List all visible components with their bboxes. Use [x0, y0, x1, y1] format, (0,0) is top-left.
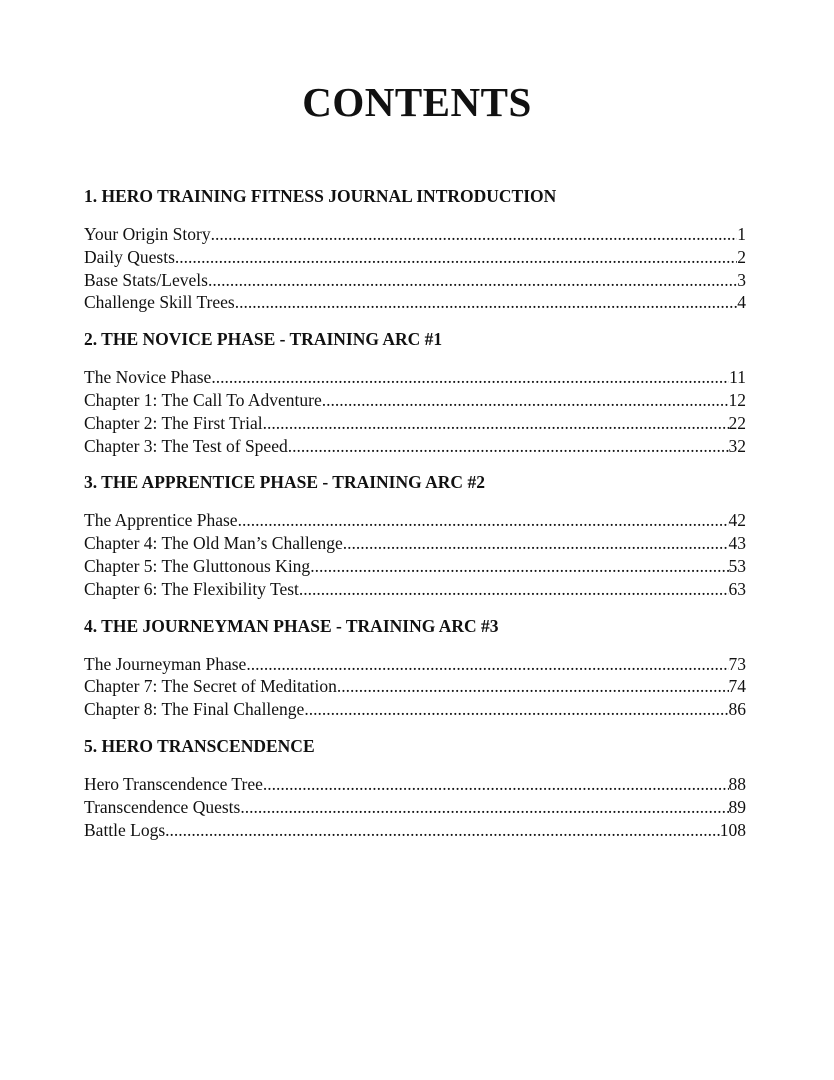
toc-entry-title: Transcendence Quests: [84, 796, 241, 817]
toc-entry-page-number: 12: [728, 389, 746, 410]
toc-entry[interactable]: [84, 796, 746, 819]
toc-section: [84, 614, 746, 721]
dot-leader: [310, 555, 728, 578]
dot-leader: [343, 532, 729, 555]
toc-entry[interactable]: [84, 578, 746, 601]
toc-entry-list: [84, 773, 746, 841]
toc-entry[interactable]: [84, 269, 746, 292]
toc-entry-list: [84, 653, 746, 721]
toc-entry[interactable]: [84, 412, 746, 435]
toc-entry[interactable]: [84, 366, 746, 389]
toc-entry[interactable]: [84, 698, 746, 721]
toc-entry-page-number: 63: [728, 578, 746, 599]
dot-leader: [288, 435, 729, 458]
toc-entry-title: Chapter 3: The Test of Speed: [84, 435, 288, 456]
toc-entry-title: Hero Transcendence Tree: [84, 773, 263, 794]
dot-leader: [208, 269, 737, 292]
dot-leader: [299, 578, 729, 601]
toc-entry-page-number: 42: [728, 510, 746, 531]
section-heading: 2. THE NOVICE PHASE - TRAINING ARC #1: [84, 329, 443, 350]
toc-entry-title: The Novice Phase: [84, 367, 212, 388]
toc-entry-page-number: 43: [728, 533, 746, 554]
toc-entry-title: Chapter 4: The Old Man’s Challenge: [84, 533, 343, 554]
toc-entry-list: [84, 366, 746, 457]
toc-entry-page-number: 73: [728, 653, 746, 674]
dot-leader: [175, 246, 737, 269]
dot-leader: [238, 509, 729, 532]
toc-entry[interactable]: [84, 653, 746, 676]
toc-entry-title: Your Origin Story: [84, 224, 211, 244]
toc-entry[interactable]: [84, 389, 746, 412]
toc-entry-title: Chapter 2: The First Trial: [84, 412, 263, 433]
section-heading: 3. THE APPRENTICE PHASE - TRAINING ARC #2: [84, 472, 485, 493]
toc-entry-title: Chapter 5: The Gluttonous King: [84, 555, 311, 576]
toc-entry-page-number: 1: [737, 224, 746, 244]
page-title: CONTENTS: [302, 79, 532, 125]
toc-entry[interactable]: [84, 223, 746, 246]
toc-entry-title: Chapter 6: The Flexibility Test: [84, 578, 299, 599]
toc-entry-title: Challenge Skill Trees: [84, 292, 235, 313]
toc-entry-page-number: 86: [728, 699, 746, 720]
toc-entry[interactable]: [84, 435, 746, 458]
dot-leader: [240, 796, 728, 819]
toc-entry-page-number: 3: [737, 269, 746, 290]
toc-entry[interactable]: [84, 291, 746, 314]
section-heading: 5. HERO TRANSCENDENCE: [84, 735, 315, 756]
toc-entry-page-number: 88: [728, 773, 746, 794]
toc-entry-title: The Apprentice Phase: [84, 510, 238, 531]
toc-entry-title: Battle Logs: [84, 819, 166, 840]
toc-entry-list: [84, 223, 746, 314]
toc-entry-title: Daily Quests: [84, 246, 175, 267]
dot-leader: [246, 653, 728, 676]
toc-entry[interactable]: [84, 819, 746, 842]
toc-entry-page-number: 4: [737, 292, 746, 313]
toc-entry-title: Base Stats/Levels: [84, 269, 208, 290]
toc-entry[interactable]: [84, 532, 746, 555]
section-heading: 1. HERO TRAINING FITNESS JOURNAL INTRODUCTION: [84, 186, 557, 206]
table-of-contents: [84, 184, 746, 854]
dot-leader: [322, 389, 729, 412]
toc-section: [84, 734, 746, 841]
dot-leader: [165, 819, 720, 842]
toc-entry-page-number: 74: [728, 676, 746, 697]
dot-leader: [263, 773, 729, 796]
toc-entry-page-number: 108: [719, 819, 746, 840]
toc-entry-list: [84, 509, 746, 600]
toc-section: [84, 470, 746, 600]
toc-entry-title: The Journeyman Phase: [84, 653, 247, 674]
toc-entry-page-number: 11: [729, 367, 746, 388]
dot-leader: [211, 223, 738, 246]
toc-entry[interactable]: [84, 773, 746, 796]
toc-section: [84, 327, 746, 457]
toc-entry-page-number: 53: [728, 555, 746, 576]
toc-entry[interactable]: [84, 246, 746, 269]
toc-entry[interactable]: [84, 675, 746, 698]
toc-entry[interactable]: [84, 509, 746, 532]
toc-section: [84, 184, 746, 314]
toc-entry[interactable]: [84, 555, 746, 578]
dot-leader: [211, 366, 729, 389]
toc-entry-page-number: 32: [728, 435, 746, 456]
dot-leader: [304, 698, 728, 721]
dot-leader: [337, 675, 729, 698]
toc-entry-title: Chapter 7: The Secret of Meditation: [84, 676, 337, 697]
dot-leader: [263, 412, 729, 435]
section-heading: 4. THE JOURNEYMAN PHASE - TRAINING ARC #3: [84, 615, 499, 636]
toc-entry-title: Chapter 1: The Call To Adventure: [84, 389, 322, 410]
dot-leader: [235, 291, 738, 314]
toc-entry-page-number: 89: [728, 796, 746, 817]
toc-entry-page-number: 22: [728, 412, 746, 433]
toc-entry-page-number: 2: [737, 246, 746, 267]
toc-entry-title: Chapter 8: The Final Challenge: [84, 699, 305, 720]
